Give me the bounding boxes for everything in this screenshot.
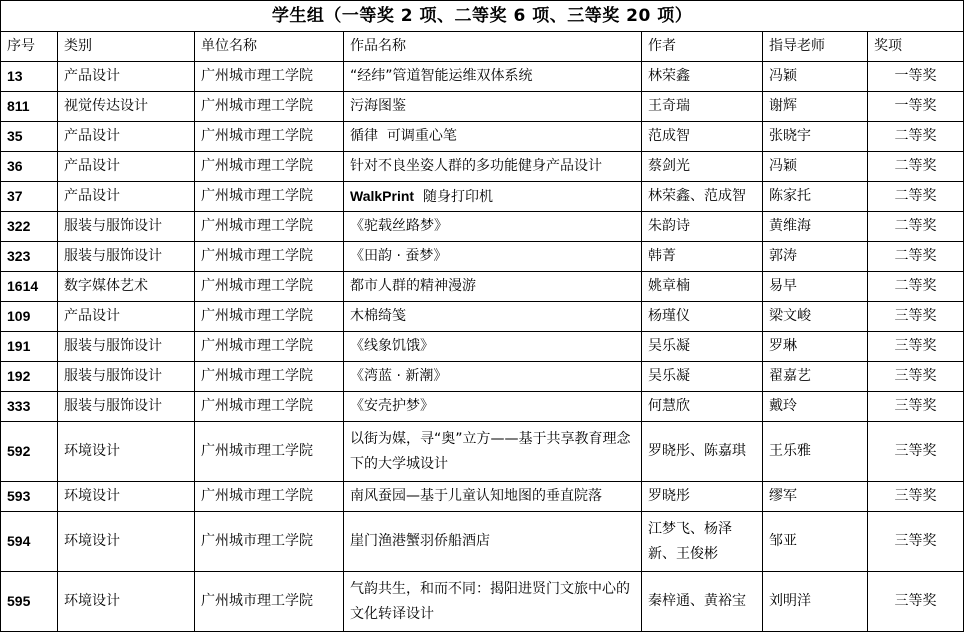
header-award: 奖项: [868, 32, 964, 62]
row-work: 木棉绮笺: [344, 302, 642, 332]
header-work: 作品名称: [344, 32, 642, 62]
row-work: 针对不良坐姿人群的多功能健身产品设计: [344, 152, 642, 182]
row-award: 二等奖: [868, 212, 964, 242]
row-mentor: 翟嘉艺: [763, 362, 868, 392]
row-org: 广州城市理工学院: [195, 302, 344, 332]
row-category: 环境设计: [58, 422, 195, 482]
row-work: 循律 可调重心笔: [344, 122, 642, 152]
row-category: 环境设计: [58, 482, 195, 512]
table-row: [1, 212, 964, 242]
row-author: 罗晓彤、陈嘉琪: [642, 422, 763, 482]
row-author: 范成智: [642, 122, 763, 152]
row-author: 林荣鑫、范成智: [642, 182, 763, 212]
row-org: 广州城市理工学院: [195, 182, 344, 212]
row-work-text: 随身打印机: [414, 188, 493, 205]
row-award: 二等奖: [868, 182, 964, 212]
row-org: 广州城市理工学院: [195, 332, 344, 362]
row-award: 二等奖: [868, 152, 964, 182]
row-author: 吴乐凝: [642, 332, 763, 362]
row-work: “经纬”管道智能运维双体系统: [344, 62, 642, 92]
row-author: 杨瑾仪: [642, 302, 763, 332]
row-mentor: 缪军: [763, 482, 868, 512]
row-mentor: 冯颖: [763, 62, 868, 92]
row-mentor: 戴玲: [763, 392, 868, 422]
row-category: 数字媒体艺术: [58, 272, 195, 302]
row-org: 广州城市理工学院: [195, 392, 344, 422]
row-work: 都市人群的精神漫游: [344, 272, 642, 302]
row-mentor: 王乐雅: [763, 422, 868, 482]
row-category: 产品设计: [58, 62, 195, 92]
row-org: 广州城市理工学院: [195, 212, 344, 242]
table-row: [1, 122, 964, 152]
row-no: 35: [1, 122, 58, 152]
row-category: 服装与服饰设计: [58, 392, 195, 422]
row-category: 产品设计: [58, 122, 195, 152]
row-no: 595: [1, 572, 58, 632]
row-no: 592: [1, 422, 58, 482]
row-work: 《驼载丝路梦》: [344, 212, 642, 242]
row-org: 广州城市理工学院: [195, 572, 344, 632]
row-category: 服装与服饰设计: [58, 332, 195, 362]
row-work: [344, 182, 642, 212]
row-org: 广州城市理工学院: [195, 482, 344, 512]
row-no: 1614: [1, 272, 58, 302]
header-category: 类别: [58, 32, 195, 62]
row-no: 811: [1, 92, 58, 122]
row-award: 三等奖: [868, 392, 964, 422]
table-row: [1, 242, 964, 272]
row-author: 江梦飞、杨泽新、王俊彬: [642, 512, 763, 572]
header-row: [1, 32, 964, 62]
table-row: [1, 512, 964, 572]
table-row: [1, 182, 964, 212]
row-org: 广州城市理工学院: [195, 122, 344, 152]
row-org: 广州城市理工学院: [195, 92, 344, 122]
table-row: [1, 572, 964, 632]
row-work: 《田韵 · 蚕梦》: [344, 242, 642, 272]
row-award: 三等奖: [868, 332, 964, 362]
row-award: 一等奖: [868, 92, 964, 122]
row-award: 三等奖: [868, 362, 964, 392]
row-award: 三等奖: [868, 422, 964, 482]
row-award: 三等奖: [868, 302, 964, 332]
row-no: 322: [1, 212, 58, 242]
row-no: 37: [1, 182, 58, 212]
table-row: [1, 332, 964, 362]
table-title: 学生组（一等奖 2 项、二等奖 6 项、三等奖 20 项）: [1, 1, 964, 32]
header-author: 作者: [642, 32, 763, 62]
header-org: 单位名称: [195, 32, 344, 62]
row-author: 罗晓彤: [642, 482, 763, 512]
table-row: [1, 422, 964, 482]
row-mentor: 谢辉: [763, 92, 868, 122]
row-author: 朱韵诗: [642, 212, 763, 242]
title-row: [1, 1, 964, 32]
row-work-latin: WalkPrint: [350, 187, 415, 204]
row-category: 服装与服饰设计: [58, 242, 195, 272]
row-author: 何慧欣: [642, 392, 763, 422]
row-award: 三等奖: [868, 512, 964, 572]
row-author: 秦梓通、黄裕宝: [642, 572, 763, 632]
row-org: 广州城市理工学院: [195, 62, 344, 92]
row-category: 服装与服饰设计: [58, 212, 195, 242]
row-org: 广州城市理工学院: [195, 242, 344, 272]
row-org: 广州城市理工学院: [195, 152, 344, 182]
row-work: 污海图鉴: [344, 92, 642, 122]
row-no: 192: [1, 362, 58, 392]
row-award: 二等奖: [868, 122, 964, 152]
row-award: 三等奖: [868, 572, 964, 632]
row-org: 广州城市理工学院: [195, 362, 344, 392]
row-mentor: 易早: [763, 272, 868, 302]
row-category: 产品设计: [58, 182, 195, 212]
row-category: 环境设计: [58, 512, 195, 572]
row-mentor: 邹亚: [763, 512, 868, 572]
header-no: 序号: [1, 32, 58, 62]
row-mentor: 郭涛: [763, 242, 868, 272]
row-work: 《湾蓝 · 新潮》: [344, 362, 642, 392]
row-work: 南风蚕园—基于儿童认知地图的垂直院落: [344, 482, 642, 512]
row-author: 吴乐凝: [642, 362, 763, 392]
row-mentor: 冯颖: [763, 152, 868, 182]
row-category: 产品设计: [58, 152, 195, 182]
row-no: 594: [1, 512, 58, 572]
row-no: 36: [1, 152, 58, 182]
row-author: 蔡剑光: [642, 152, 763, 182]
row-work: 《线象饥饿》: [344, 332, 642, 362]
table-row: [1, 392, 964, 422]
row-award: 二等奖: [868, 272, 964, 302]
table-row: [1, 152, 964, 182]
row-mentor: 陈家托: [763, 182, 868, 212]
table-row: [1, 272, 964, 302]
row-work: 《安壳护梦》: [344, 392, 642, 422]
row-mentor: 罗琳: [763, 332, 868, 362]
row-category: 服装与服饰设计: [58, 362, 195, 392]
row-award: 二等奖: [868, 242, 964, 272]
row-no: 13: [1, 62, 58, 92]
row-mentor: 刘明洋: [763, 572, 868, 632]
row-org: 广州城市理工学院: [195, 272, 344, 302]
row-author: 韩菁: [642, 242, 763, 272]
row-award: 三等奖: [868, 482, 964, 512]
row-award: 一等奖: [868, 62, 964, 92]
table-row: [1, 302, 964, 332]
table-row: [1, 92, 964, 122]
row-no: 593: [1, 482, 58, 512]
row-category: 环境设计: [58, 572, 195, 632]
row-org: 广州城市理工学院: [195, 512, 344, 572]
row-author: 王奇瑞: [642, 92, 763, 122]
row-category: 视觉传达设计: [58, 92, 195, 122]
row-author: 林荣鑫: [642, 62, 763, 92]
row-no: 323: [1, 242, 58, 272]
row-org: 广州城市理工学院: [195, 422, 344, 482]
row-mentor: 梁文峻: [763, 302, 868, 332]
row-no: 109: [1, 302, 58, 332]
header-mentor: 指导老师: [763, 32, 868, 62]
row-no: 191: [1, 332, 58, 362]
row-category: 产品设计: [58, 302, 195, 332]
table-row: [1, 482, 964, 512]
table-row: [1, 362, 964, 392]
row-work: 以街为媒，寻“奥”立方——基于共享教育理念下的大学城设计: [344, 422, 642, 482]
row-work: 崖门渔港蟹羽侨船酒店: [344, 512, 642, 572]
row-mentor: 黄维海: [763, 212, 868, 242]
row-no: 333: [1, 392, 58, 422]
table-row: [1, 62, 964, 92]
row-author: 姚章楠: [642, 272, 763, 302]
row-mentor: 张晓宇: [763, 122, 868, 152]
row-work: 气韵共生，和而不同：揭阳进贤门文旅中心的文化转译设计: [344, 572, 642, 632]
